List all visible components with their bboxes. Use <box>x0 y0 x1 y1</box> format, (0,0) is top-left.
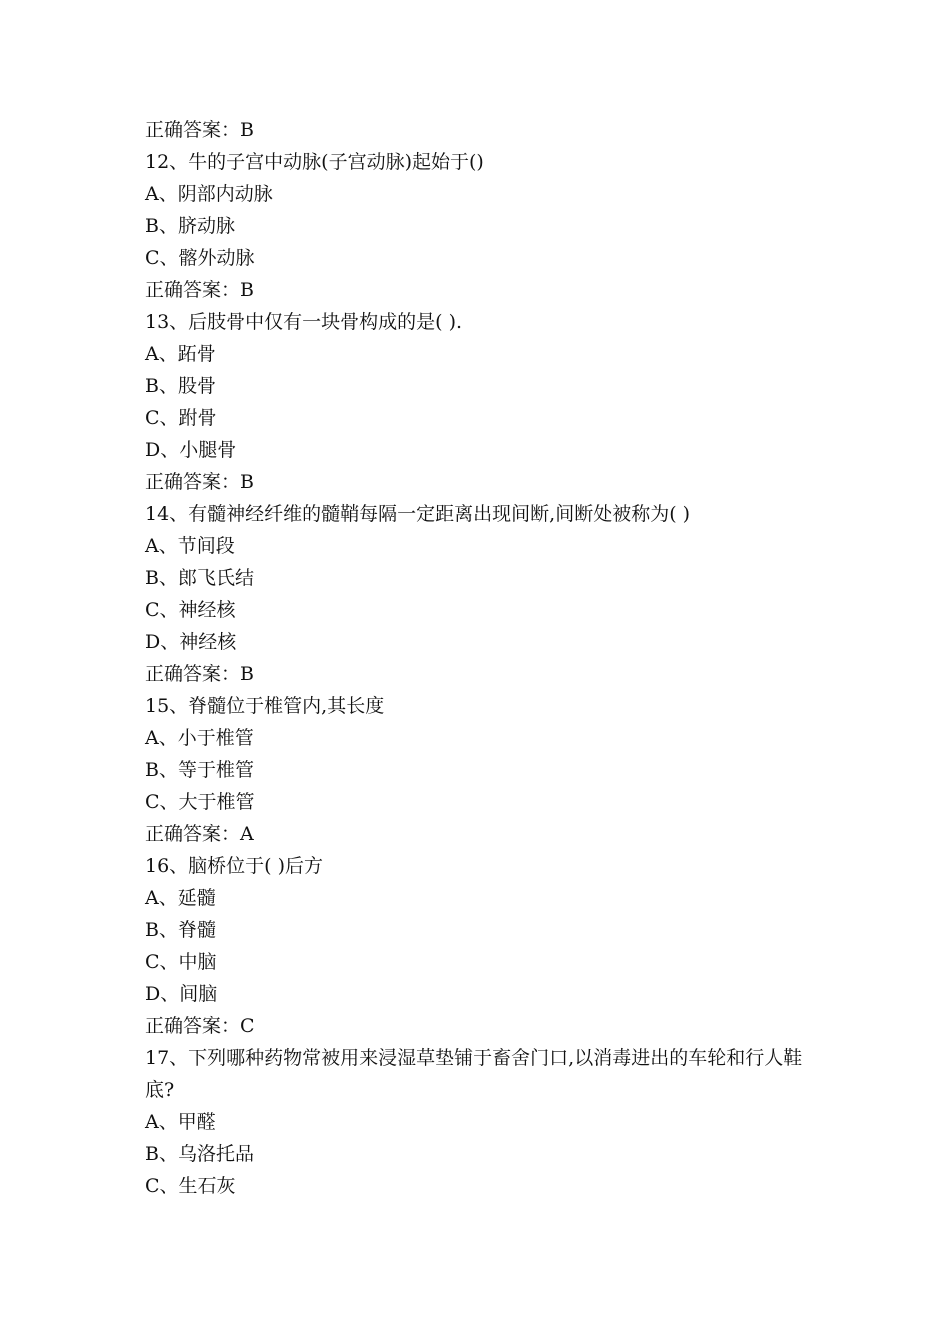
option-line: B、等于椎管 <box>145 759 254 781</box>
option-line: C、髂外动脉 <box>145 247 255 269</box>
option-line: D、神经核 <box>145 631 237 653</box>
question-16: 16、脑桥位于( )后方 <box>145 855 324 877</box>
option-line: C、中脑 <box>145 951 217 973</box>
option-line: A、甲醛 <box>145 1111 216 1133</box>
question-12: 12、牛的子宫中动脉(子宫动脉)起始于() <box>145 151 484 173</box>
option-line: C、生石灰 <box>145 1175 236 1197</box>
answer-line: 正确答案：A <box>145 823 254 845</box>
question-17: 17、下列哪种药物常被用来浸湿草垫铺于畜舍门口,以消毒进出的车轮和行人鞋底? <box>145 1047 803 1101</box>
answer-line: 正确答案：C <box>145 1015 255 1037</box>
answer-line: 正确答案：B <box>145 119 254 141</box>
question-13: 13、后肢骨中仅有一块骨构成的是( ). <box>145 311 463 333</box>
option-line: D、间脑 <box>145 983 218 1005</box>
option-line: B、乌洛托品 <box>145 1143 254 1165</box>
answer-line: 正确答案：B <box>145 663 254 685</box>
option-line: A、阴部内动脉 <box>145 183 273 205</box>
option-line: C、神经核 <box>145 599 236 621</box>
answer-line: 正确答案：B <box>145 471 254 493</box>
option-line: B、股骨 <box>145 375 216 397</box>
option-line: A、小于椎管 <box>145 727 254 749</box>
option-line: B、郎飞氏结 <box>145 567 254 589</box>
option-line: A、延髓 <box>145 887 216 909</box>
question-15: 15、脊髓位于椎管内,其长度 <box>145 695 385 717</box>
answer-line: 正确答案：B <box>145 279 254 301</box>
option-line: B、脐动脉 <box>145 215 235 237</box>
option-line: C、大于椎管 <box>145 791 255 813</box>
option-line: C、跗骨 <box>145 407 217 429</box>
option-line: A、跖骨 <box>145 343 216 365</box>
question-14: 14、有髓神经纤维的髓鞘每隔一定距离出现间断,间断处被称为( ) <box>145 503 691 525</box>
option-line: D、小腿骨 <box>145 439 237 461</box>
option-line: A、节间段 <box>145 535 235 557</box>
question-list <box>145 114 825 1202</box>
option-line: B、脊髓 <box>145 919 216 941</box>
